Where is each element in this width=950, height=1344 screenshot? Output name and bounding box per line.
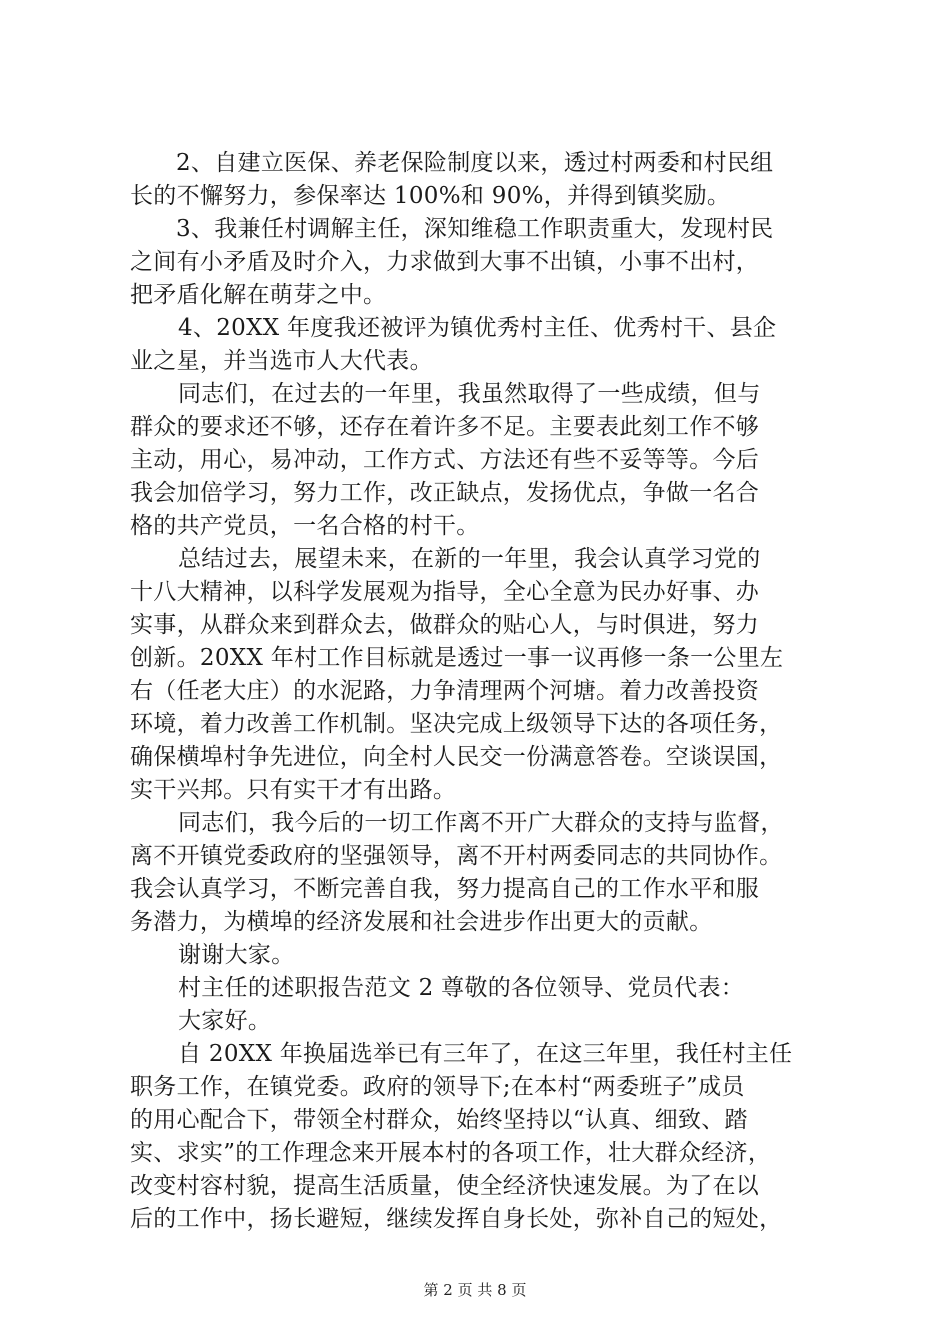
body-line: 业之星，并当选市人大代表。 — [130, 348, 433, 374]
body-line: 总结过去，展望未来，在新的一年里，我会认真学习党的 — [178, 546, 761, 572]
body-line: 离不开镇党委政府的坚强领导，离不开村两委同志的共同协作。 — [130, 843, 783, 869]
body-line: 群众的要求还不够，还存在着许多不足。主要表此刻工作不够 — [130, 414, 760, 440]
body-line: 右（任老大庄）的水泥路，力争清理两个河塘。着力改善投资 — [130, 678, 760, 704]
body-line: 实、求实”的工作理念来开展本村的各项工作，壮大群众经济， — [130, 1140, 772, 1166]
body-line: 创新。20XX 年村工作目标就是透过一事一议再修一条一公里左 — [130, 645, 784, 671]
body-line: 实干兴邦。只有实干才有出路。 — [130, 777, 457, 803]
document-body — [130, 147, 836, 1236]
body-line: 格的共产党员，一名合格的村干。 — [130, 513, 480, 539]
body-line: 把矛盾化解在萌芽之中。 — [130, 282, 387, 308]
body-line: 实事，从群众来到群众去，做群众的贴心人，与时俱进，努力 — [130, 612, 760, 638]
body-line: 同志们，在过去的一年里，我虽然取得了一些成绩，但与 — [178, 381, 761, 407]
body-line: 长的不懈努力，参保率达 100%和 90%，并得到镇奖励。 — [130, 183, 731, 209]
body-line: 我会认真学习，不断完善自我，努力提高自己的工作水平和服 — [130, 876, 760, 902]
body-line: 十八大精神，以科学发展观为指导，全心全意为民办好事、办 — [130, 579, 760, 605]
body-line: 环境，着力改善工作机制。坚决完成上级领导下达的各项任务， — [130, 711, 783, 737]
body-line: 的用心配合下，带领全村群众，始终坚持以“认真、细致、踏 — [130, 1107, 748, 1133]
body-line: 4、20XX 年度我还被评为镇优秀村主任、优秀村干、县企 — [178, 315, 777, 341]
body-line: 自 20XX 年换届选举已有三年了，在这三年里，我任村主任 — [178, 1041, 793, 1067]
body-line: 改变村容村貌，提高生活质量，使全经济快速发展。为了在以 — [130, 1173, 760, 1199]
body-line: 后的工作中，扬长避短，继续发挥自身长处，弥补自己的短处， — [130, 1206, 783, 1232]
body-line: 3、我兼任村调解主任，深知维稳工作职责重大，发现村民 — [176, 216, 774, 242]
body-line: 我会加倍学习，努力工作，改正缺点，发扬优点，争做一名合 — [130, 480, 760, 506]
body-line: 2、自建立医保、养老保险制度以来，透过村两委和村民组 — [176, 150, 774, 176]
body-line: 谢谢大家。 — [178, 942, 295, 968]
body-line: 大家好。 — [178, 1008, 272, 1034]
body-line: 确保横埠村争先进位，向全村人民交一份满意答卷。空谈误国， — [130, 744, 783, 770]
page-number-footer: 第 2 页 共 8 页 — [423, 1281, 527, 1299]
body-line: 村主任的述职报告范文 2 尊敬的各位领导、党员代表： — [178, 975, 745, 1001]
body-line: 同志们，我今后的一切工作离不开广大群众的支持与监督， — [178, 810, 784, 836]
body-line: 职务工作，在镇党委。政府的领导下;在本村“两委班子”成员 — [130, 1074, 745, 1100]
body-line: 主动，用心，易冲动，工作方式、方法还有些不妥等等。今后 — [130, 447, 760, 473]
body-line: 务潜力，为横埠的经济发展和社会进步作出更大的贡献。 — [130, 909, 713, 935]
body-line: 之间有小矛盾及时介入，力求做到大事不出镇，小事不出村， — [130, 249, 760, 275]
